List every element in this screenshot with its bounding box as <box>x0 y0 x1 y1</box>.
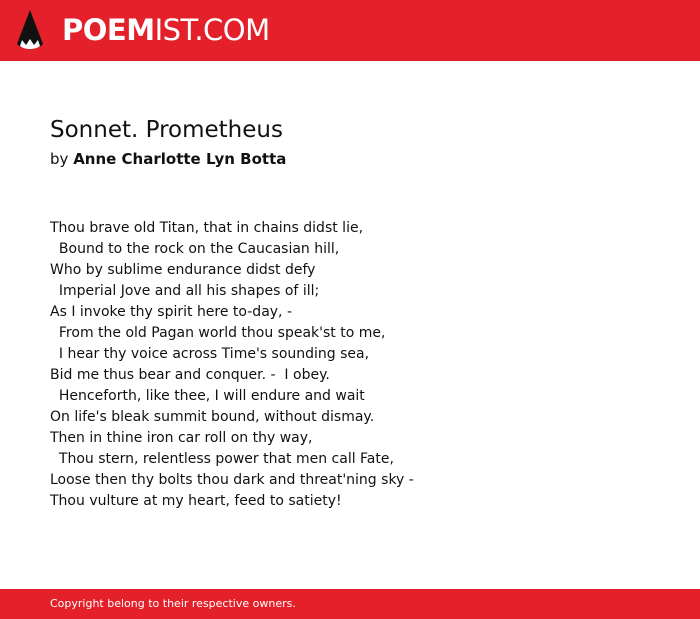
site-logo[interactable] <box>62 12 270 48</box>
poem-title: Sonnet. Prometheus <box>50 117 283 143</box>
poem-line: Thou vulture at my heart, feed to satiety! <box>50 493 342 509</box>
poem-line: Imperial Jove and all his shapes of ill; <box>50 283 320 299</box>
site-header <box>0 0 700 61</box>
poem-line: Then in thine iron car roll on thy way, <box>50 430 313 446</box>
pencil-tip-icon[interactable] <box>17 10 43 52</box>
copyright-notice: Copyright belong to their respective owners. <box>50 597 296 610</box>
poem-line: Loose then thy bolts thou dark and threat'ning sky - <box>50 472 414 488</box>
poem-line: Thou stern, relentless power that men call Fate, <box>50 451 394 467</box>
logo-bold-text: POEM <box>62 13 155 47</box>
logo-light-text: IST.COM <box>154 13 270 47</box>
author-name: Anne Charlotte Lyn Botta <box>73 150 287 168</box>
poem-line: Bound to the rock on the Caucasian hill, <box>50 241 340 257</box>
poem-line: As I invoke thy spirit here to-day, - <box>50 304 293 320</box>
by-label: by <box>50 150 69 168</box>
poem-line: I hear thy voice across Time's sounding sea, <box>50 346 370 362</box>
poem-line: Henceforth, like thee, I will endure and wait <box>50 388 365 404</box>
poem-line: From the old Pagan world thou speak'st to me, <box>50 325 386 341</box>
byline <box>50 148 286 170</box>
poem-body <box>50 218 670 512</box>
poem-line: Bid me thus bear and conquer. - I obey. <box>50 367 330 383</box>
poem-line: On life's bleak summit bound, without dismay. <box>50 409 375 425</box>
site-footer <box>0 589 700 619</box>
poem-line: Who by sublime endurance didst defy <box>50 262 316 278</box>
poem-line: Thou brave old Titan, that in chains didst lie, <box>50 220 364 236</box>
